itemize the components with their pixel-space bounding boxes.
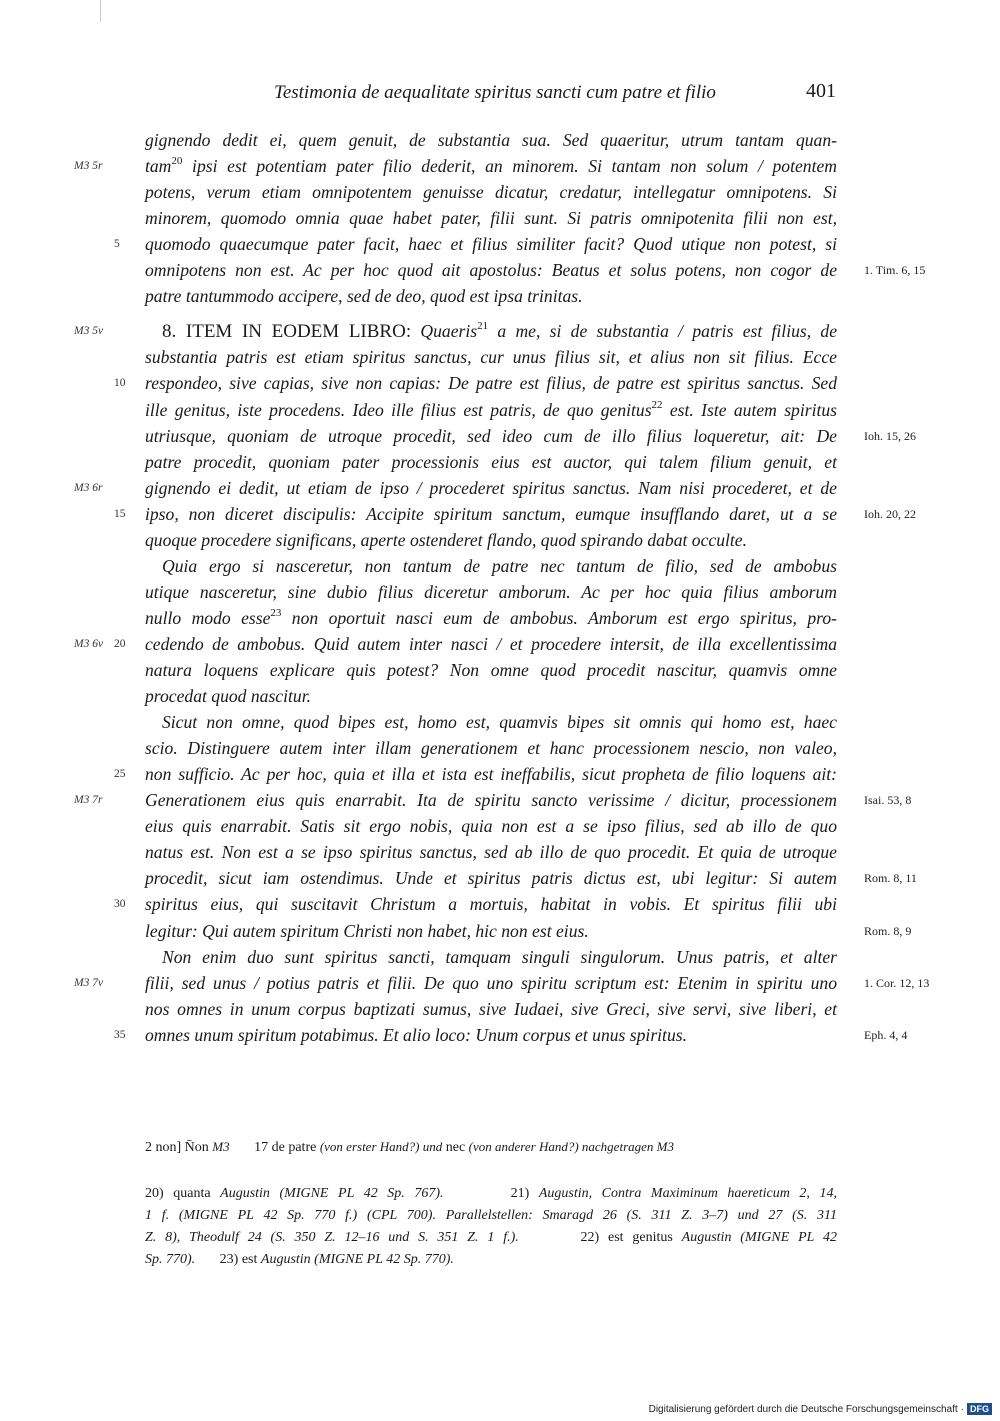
text-line: legitur: Qui autem spiritum Christi non habet, hic non est eius. xyxy=(145,921,589,941)
text-line: Generationem eius quis enarrabit. Ita de spiritu sancto verissime / dicitur, processionem xyxy=(145,790,837,810)
scan-edge-mark xyxy=(100,0,101,22)
text-line: 8. ITEM IN EODEM LIBRO: Quaeris$^{21}$ a me, si de substantia / patris est filius, de xyxy=(162,320,838,342)
text-line: patre procedit, quoniam pater processionis eius est auctor, qui talem filium genuit, et xyxy=(145,452,837,472)
scripture-reference: Eph. 4, 4 xyxy=(864,1028,908,1042)
text-line: procedat quod nascitur. xyxy=(145,686,311,706)
line-number: 20 xyxy=(114,638,126,650)
text-line: Non enim duo sunt spiritus sancti, tamquam singuli singulorum. Unus patris, et alter xyxy=(162,947,837,967)
text-line: quomodo quaecumque pater facit, haec et filius similiter facit? Quod utique non potest, si xyxy=(145,234,837,254)
text-line: potens, verum etiam omnipotentem genuisse dicatur, credatur, intellegatur omnipotens. Si xyxy=(145,182,837,202)
line-number: 35 xyxy=(114,1029,126,1041)
text-line: minorem, quomodo omnia quae habet pater, filii sunt. Si patris omnipotenita filii non est, xyxy=(145,208,837,228)
folio-marker: M3 7v xyxy=(74,977,104,989)
text-line: tam$^{20}$ ipsi est potentiam pater filio dederit, an minorem. Si tantam non solum / potentem xyxy=(145,155,837,176)
text-line: spiritus eius, qui suscitavit Christum a mortuis, habitat in vobis. Et spiritus filii ubi xyxy=(145,894,837,914)
text-line: gignendo dedit ei, quem genuit, de substantia sua. Sed quaeritur, utrum tantam quan- xyxy=(145,130,837,150)
text-line: Quia ergo si nasceretur, non tantum de patre nec tantum de filio, sed de ambobus xyxy=(162,556,837,576)
page-header xyxy=(140,80,836,110)
footnote-line: Sp. 770). 23) est Augustin (MIGNE PL 42 Sp. 770). xyxy=(145,1252,454,1267)
text-line: omnipotens non est. Ac per hoc quod ait apostolus: Beatus et solus potens, non cogor de xyxy=(145,260,837,280)
line-number: 10 xyxy=(114,377,126,389)
folio-marker: M3 7r xyxy=(74,794,103,806)
scripture-reference: 1. Tim. 6, 15 xyxy=(864,263,926,277)
text-line: gignendo ei dedit, ut etiam de ipso / procederet spiritus sanctus. Nam nisi procederet, et de xyxy=(145,478,837,498)
text-line: natus est. Non est a se ipso spiritus sanctus, sed ab illo de quo procedit. Et quia de utroque xyxy=(145,842,837,862)
text-line: natura loquens explicare quis potest? Non omne quod procedit nascitur, quamvis omne xyxy=(145,660,837,680)
footnote-line: 20) quanta Augustin (MIGNE PL 42 Sp. 767). 21) Augustin, Contra Maximinum haereticum 2, 14, xyxy=(145,1186,838,1201)
text-line: eius quis enarrabit. Satis sit ergo nobis, quia non est a se ipso filius, sed ab illo de quo xyxy=(145,816,837,836)
footnote-line: Z. 8), Theodulf 24 (S. 350 Z. 12–16 und S. 351 Z. 1 f.). 22) est genitus Augustin (MIGNE PL 42 xyxy=(145,1230,837,1245)
scripture-reference: Rom. 8, 9 xyxy=(864,924,912,938)
line-number: 5 xyxy=(114,238,120,250)
text-line: quoque procedere significans, aperte ostenderet flando, quod spirando dabat occulte. xyxy=(145,530,748,550)
text-line: procedit, sicut iam ostendimus. Unde et spiritus patris dictus est, ubi legitur: Si autem xyxy=(145,868,837,888)
folio-marker: M3 6v xyxy=(74,638,104,650)
credit-separator: · xyxy=(960,1403,964,1415)
credit-text: Digitalisierung gefördert durch die Deutsche Forschungsgemeinschaft xyxy=(648,1403,958,1415)
folio-marker: M3 5v xyxy=(74,325,104,337)
text-line: respondeo, sive capias, sive non capias: De patre est filius, de patre est spiritus sanctus. Sed xyxy=(145,373,837,393)
line-number: 30 xyxy=(114,898,126,910)
dfg-logo: DFG xyxy=(967,1403,992,1415)
running-title: Testimonia de aequalitate spiritus sancti cum patre et filio xyxy=(274,82,716,103)
line-number: 25 xyxy=(114,768,126,780)
scripture-reference: Ioh. 20, 22 xyxy=(864,507,916,521)
line-number: 15 xyxy=(114,508,126,520)
folio-marker: M3 5r xyxy=(74,160,103,172)
text-line: utriusque, quoniam de utroque procedit, sed ideo cum de illo filius loqueretur, ait: De xyxy=(145,426,837,446)
text-line: scio. Distinguere autem inter illam generationem et hanc processionem nescio, non valeo, xyxy=(145,738,837,758)
text-line: nullo modo esse$^{23}$ non oportuit nasci eum de ambobus. Amborum est ergo spiritus, pro- xyxy=(145,607,837,628)
text-line: nos omnes in unum corpus baptizati sumus, sive Iudaei, sive Greci, sive servi, sive liberi, et xyxy=(145,999,837,1019)
text-line: Sicut non omne, quod bipes est, homo est, quamvis bipes sit omnis qui homo est, haec xyxy=(162,712,837,732)
text-line: ille genitus, iste procedens. Ideo ille filius est patris, de quo genitus$^{22}$ est. Iste autem spiritus xyxy=(145,399,837,420)
text-line: non sufficio. Ac per hoc, quia et illa et ista est ineffabilis, sicut propheta de filio loquens ait: xyxy=(145,764,837,784)
text-line: ipso, non diceret discipulis: Accipite spiritum sanctum, eumque insufflando daret, ut a se xyxy=(145,504,837,524)
scripture-reference: Isai. 53, 8 xyxy=(864,793,912,807)
text-line: patre tantummodo accipere, sed de deo, quod est ipsa trinitas. xyxy=(145,286,583,306)
footnotes xyxy=(145,1183,837,1271)
critical-apparatus: 2 non] N̄on M3 17 de patre (von erster Hand?) und nec (von anderer Hand?) nachgetragen M3 xyxy=(145,1139,674,1155)
scripture-reference: Rom. 8, 11 xyxy=(864,871,917,885)
text-line: substantia patris est etiam spiritus sanctus, cur unus filius sit, et alius non sit filius. Ecce xyxy=(145,347,837,367)
text-line: cedendo de ambobus. Quid autem inter nasci / et procedere intersit, de illa excellentissima xyxy=(145,634,837,654)
text-line: utique nasceretur, sine dubio filius diceretur amborum. Ac per hoc quia filius amborum xyxy=(145,582,837,602)
footnote-line: 1 f. (MIGNE PL 42 Sp. 770 f.) (CPL 700). Parallelstellen: Smaragd 26 (S. 311 Z. 3–7) und 27 (S. 311 xyxy=(145,1208,837,1223)
digitization-credit xyxy=(649,1403,992,1415)
page-number: 401 xyxy=(806,80,836,102)
folio-marker: M3 6r xyxy=(74,482,103,494)
scripture-reference: Ioh. 15, 26 xyxy=(864,429,916,443)
scripture-reference: 1. Cor. 12, 13 xyxy=(864,976,930,990)
text-line: filii, sed unus / potius patris et filii. De quo uno spiritu scriptum est: Etenim in spiritu uno xyxy=(145,973,837,993)
text-line: omnes unum spiritum potabimus. Et alio loco: Unum corpus et unus spiritus. xyxy=(145,1025,687,1045)
